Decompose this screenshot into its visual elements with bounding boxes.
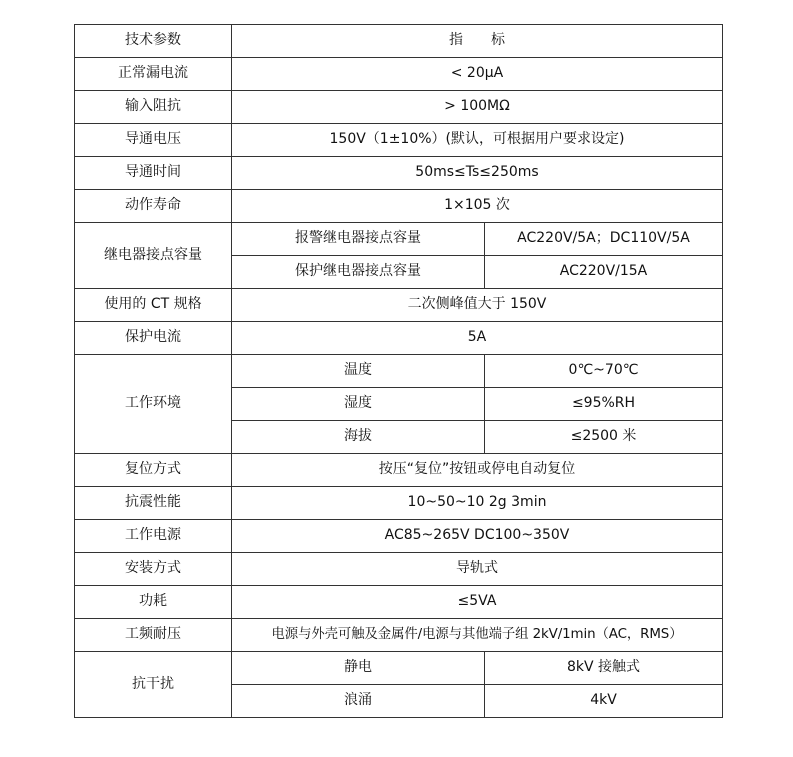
- row-label: 功耗: [75, 586, 232, 619]
- table-row: [75, 58, 723, 91]
- header-value: 指 标: [232, 25, 723, 58]
- row-label: 导通电压: [75, 124, 232, 157]
- sub-value: AC220V/15A: [485, 256, 723, 289]
- row-label: 抗震性能: [75, 487, 232, 520]
- table-row: [75, 619, 723, 652]
- row-value: 按压“复位”按钮或停电自动复位: [232, 454, 723, 487]
- row-label: 工作电源: [75, 520, 232, 553]
- table-header-row: [75, 25, 723, 58]
- sub-value: AC220V/5A；DC110V/5A: [485, 223, 723, 256]
- table-row: [75, 652, 723, 685]
- table-row: [75, 223, 723, 256]
- sub-label: 报警继电器接点容量: [232, 223, 485, 256]
- row-value: 电源与外壳可触及金属件/电源与其他端子组 2kV/1min（AC，RMS）: [232, 619, 723, 652]
- table-row: [75, 487, 723, 520]
- row-value: 10~50~10 2g 3min: [232, 487, 723, 520]
- sub-label: 保护继电器接点容量: [232, 256, 485, 289]
- row-value: 5A: [232, 322, 723, 355]
- row-value: 二次侧峰值大于 150V: [232, 289, 723, 322]
- table-row: [75, 322, 723, 355]
- table-row: [75, 157, 723, 190]
- sub-label: 浪涌: [232, 685, 485, 718]
- sub-value: 0℃~70℃: [485, 355, 723, 388]
- sub-label: 静电: [232, 652, 485, 685]
- row-label: 输入阻抗: [75, 91, 232, 124]
- row-label: 工频耐压: [75, 619, 232, 652]
- row-value: 1×105 次: [232, 190, 723, 223]
- sub-label: 海拔: [232, 421, 485, 454]
- row-label: 保护电流: [75, 322, 232, 355]
- table-row: [75, 124, 723, 157]
- table-row: [75, 553, 723, 586]
- row-label: 使用的 CT 规格: [75, 289, 232, 322]
- table-row: [75, 190, 723, 223]
- row-label: 正常漏电流: [75, 58, 232, 91]
- sub-label: 湿度: [232, 388, 485, 421]
- sub-value: ≤2500 米: [485, 421, 723, 454]
- row-value: > 100MΩ: [232, 91, 723, 124]
- table-row: [75, 520, 723, 553]
- table-row: [75, 586, 723, 619]
- row-label: 动作寿命: [75, 190, 232, 223]
- sub-value: 8kV 接触式: [485, 652, 723, 685]
- spec-table: [74, 24, 723, 718]
- row-label: 安装方式: [75, 553, 232, 586]
- table-row: [75, 289, 723, 322]
- row-label: 工作环境: [75, 355, 232, 454]
- row-value: 150V（1±10%）(默认，可根据用户要求设定): [232, 124, 723, 157]
- row-value: AC85~265V DC100~350V: [232, 520, 723, 553]
- table-row: [75, 355, 723, 388]
- sub-value: ≤95%RH: [485, 388, 723, 421]
- row-value: < 20μA: [232, 58, 723, 91]
- header-param: 技术参数: [75, 25, 232, 58]
- row-label: 继电器接点容量: [75, 223, 232, 289]
- row-label: 抗干扰: [75, 652, 232, 718]
- table-row: [75, 454, 723, 487]
- sub-value: 4kV: [485, 685, 723, 718]
- table-row: [75, 91, 723, 124]
- row-value: 导轨式: [232, 553, 723, 586]
- row-label: 导通时间: [75, 157, 232, 190]
- sub-label: 温度: [232, 355, 485, 388]
- row-value: 50ms≤Ts≤250ms: [232, 157, 723, 190]
- row-label: 复位方式: [75, 454, 232, 487]
- row-value: ≤5VA: [232, 586, 723, 619]
